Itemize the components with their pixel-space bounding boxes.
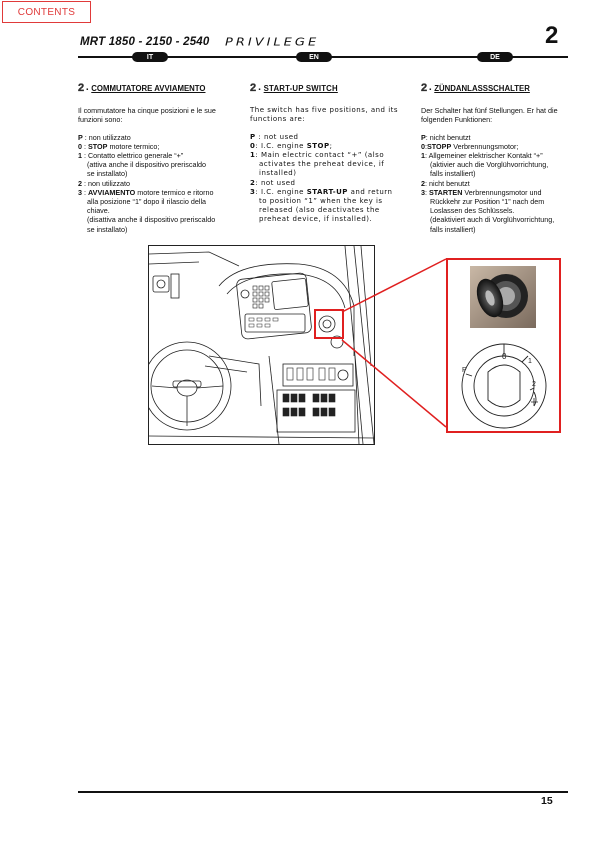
- position-item: 0:STOPP Verbrennungsmotor;: [421, 141, 519, 151]
- position-item: 0: I.C. engine STOP;: [250, 141, 333, 150]
- bullet-icon: ▪: [429, 87, 432, 93]
- position-key: 2: [250, 178, 256, 187]
- position-item: P : non utilizzato: [78, 132, 131, 142]
- position-detail: Rückkehr zur Position “1” nach dem: [430, 197, 545, 207]
- position-detail: (deaktiviert auch di Vorglühvorrichtung,: [430, 215, 555, 225]
- position-key: P: [78, 132, 83, 142]
- column-de: [421, 84, 571, 234]
- position-item: 2: not used: [250, 178, 296, 187]
- position-detail: Loslassen des Schlüssels.: [430, 206, 515, 216]
- position-key: P: [250, 132, 256, 141]
- position-key: 3: [421, 187, 425, 197]
- position-action: STOP: [88, 141, 108, 151]
- position-item: P: nicht benutzt: [421, 132, 471, 142]
- bullet-icon: ▪: [258, 87, 261, 93]
- ignition-detail-drawing: [448, 260, 559, 431]
- section-title: COMMUTATORE AVVIAMENTO: [91, 84, 206, 93]
- position-item: 0 : STOP motore termico;: [78, 141, 160, 151]
- callout-lines: [340, 255, 450, 435]
- position-detail: released (also deactivates the: [259, 206, 380, 215]
- position-detail: se installato): [87, 224, 128, 234]
- section-number: 2: [250, 82, 257, 94]
- position-detail: (aktivier auch die Vorglühvorrichtung,: [430, 160, 549, 170]
- position-action: STOP: [306, 141, 330, 150]
- position-key: 3: [78, 187, 82, 197]
- position-detail: to position “1” when the key is: [259, 197, 383, 206]
- position-item: 2: nicht benutzt: [421, 178, 470, 188]
- position-key: 1: [421, 151, 425, 161]
- position-detail: falls installiert): [430, 169, 476, 179]
- position-key: 1: [78, 151, 82, 161]
- section-title: START-UP SWITCH: [263, 84, 338, 93]
- section-heading-de: [421, 84, 571, 95]
- position-item: P : not used: [250, 132, 299, 141]
- section-number: 2: [78, 82, 85, 94]
- position-label-2: 2: [532, 381, 536, 388]
- position-detail: se installato): [87, 169, 128, 179]
- position-detail: falls installiert): [430, 224, 476, 234]
- column-it: [78, 84, 228, 234]
- position-action: STARTEN: [429, 187, 463, 197]
- position-key: P: [421, 132, 426, 142]
- brand-logo: PRIVILEGE: [225, 36, 320, 49]
- section-heading-en: [250, 84, 402, 95]
- position-item: 3: STARTEN Verbrennungsmotor und: [421, 187, 542, 197]
- position-detail: preheat device, if installed).: [259, 215, 373, 224]
- ignition-detail-panel: [446, 258, 561, 433]
- footer-rule: [78, 791, 568, 793]
- position-detail: installed): [259, 169, 297, 178]
- column-en: [250, 84, 402, 225]
- position-item: 2 : non utilizzato: [78, 178, 130, 188]
- position-key: 0: [78, 141, 82, 151]
- lang-tab-de: DE: [477, 52, 513, 62]
- position-action: STOPP: [427, 141, 452, 151]
- position-list: [78, 133, 228, 234]
- position-action: START-UP: [306, 187, 348, 196]
- position-item: 1: Allgemeiner elektrischer Kontakt “+”: [421, 151, 543, 161]
- intro-text: Der Schalter hat fünf Stellungen. Er hat die folgenden Funktionen:: [421, 106, 558, 125]
- section-title: ZÜNDANLASSSCHALTER: [434, 84, 530, 93]
- section-number: 2: [421, 82, 428, 94]
- position-detail: (disattiva anche il dispositivo preriscaldo: [87, 215, 216, 225]
- intro-text: Il commutatore ha cinque posizioni e le sue funzioni sono:: [78, 106, 216, 125]
- contents-button[interactable]: CONTENTS: [2, 1, 91, 23]
- lang-tab-it: IT: [132, 52, 168, 62]
- intro-text: The switch has five positions, and its functions are:: [250, 106, 399, 124]
- position-label-0: 0: [502, 352, 507, 361]
- position-key: 0: [250, 141, 256, 150]
- position-label-1: 1: [528, 358, 532, 365]
- position-item: 3: I.C. engine START-UP and return: [250, 187, 393, 196]
- lang-tab-en: EN: [296, 52, 332, 62]
- chapter-number: 2: [545, 22, 559, 49]
- position-key: 0: [421, 141, 425, 151]
- position-detail: activates the preheat device, if: [259, 160, 385, 169]
- bullet-icon: ▪: [86, 87, 89, 93]
- position-action: AVVIAMENTO: [88, 187, 136, 197]
- position-key: 1: [250, 151, 256, 160]
- model-title: MRT 1850 - 2150 - 2540: [80, 36, 210, 48]
- position-list: [421, 133, 571, 234]
- page-number: 15: [541, 795, 553, 807]
- position-item: 1 : Contatto elettrico generale “+”: [78, 151, 184, 161]
- position-detail: (attiva anche il dispositivo preriscaldo: [87, 160, 207, 170]
- position-key: 2: [78, 178, 82, 188]
- position-label-p: P: [462, 367, 467, 374]
- section-heading-it: [78, 84, 228, 95]
- position-key: 2: [421, 178, 425, 188]
- position-key: 3: [250, 187, 256, 196]
- position-list: [250, 133, 402, 225]
- position-item: 3 : AVVIAMENTO motore termico e ritorno: [78, 187, 214, 197]
- position-detail: alla posizione “1” dopo il rilascio della chiave.: [87, 197, 207, 216]
- position-item: 1: Main electric contact “+” (also: [250, 151, 385, 160]
